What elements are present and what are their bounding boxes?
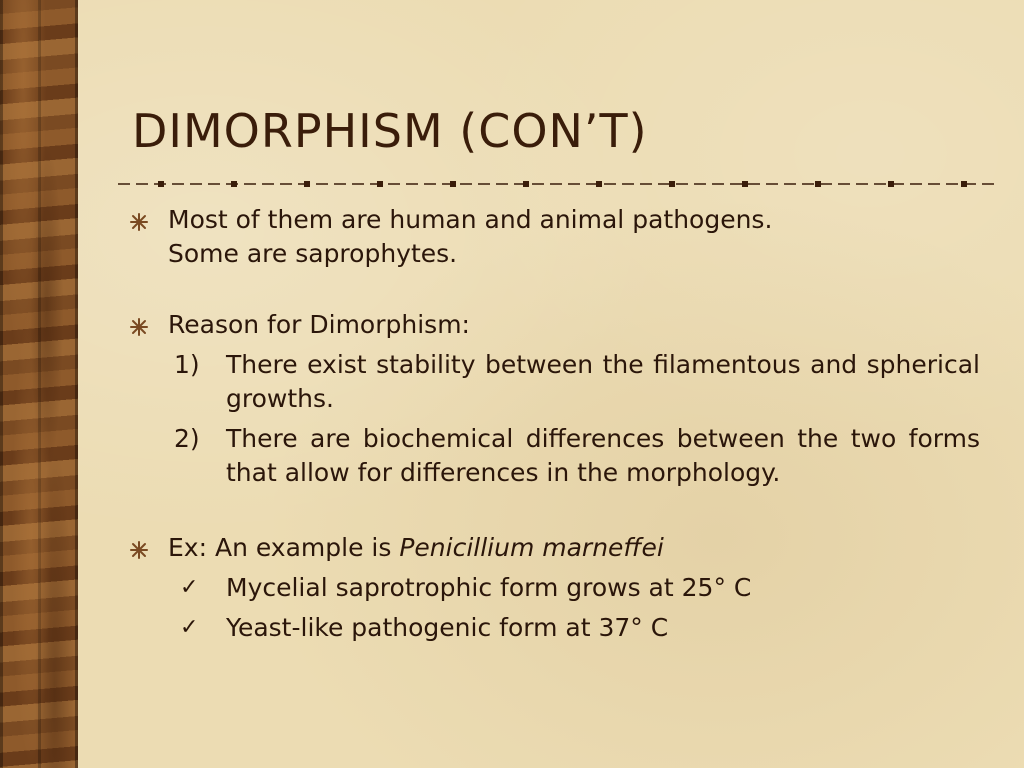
item-number: 1) <box>174 350 200 379</box>
bullet-prefix: Ex: An example is <box>168 533 400 562</box>
divider-dot <box>523 181 529 187</box>
bullet-reason <box>130 308 980 342</box>
bullet-text: Reason for Dimorphism: <box>168 310 470 339</box>
item-text: Yeast-like pathogenic form at 37° C <box>226 613 669 642</box>
divider-dot <box>961 181 967 187</box>
star-bullet-icon <box>130 213 148 231</box>
dotted-divider <box>118 178 994 190</box>
slide-body <box>130 203 980 645</box>
checkmark-icon: ✓ <box>180 615 199 640</box>
divider-dot <box>231 181 237 187</box>
star-bullet-icon <box>130 318 148 336</box>
reason-item-2 <box>130 422 980 490</box>
item-text: There exist stability between the filamentous and spherical growths. <box>226 350 980 413</box>
example-item-2 <box>130 611 980 645</box>
divider-dot <box>158 181 164 187</box>
species-name: Penicillium marneffei <box>399 533 664 562</box>
star-bullet-icon <box>130 541 148 559</box>
divider-dot <box>815 181 821 187</box>
divider-dot <box>450 181 456 187</box>
divider-dot <box>596 181 602 187</box>
divider-dot <box>304 181 310 187</box>
decorative-side-strip <box>0 0 78 768</box>
bullet-pathogens <box>130 203 980 271</box>
divider-dot <box>888 181 894 187</box>
bullet-text-line1: Most of them are human and animal pathogens. <box>168 205 773 234</box>
item-number: 2) <box>174 424 200 453</box>
divider-dot <box>742 181 748 187</box>
divider-dot <box>377 181 383 187</box>
bullet-text-line2: Some are saprophytes. <box>168 239 458 268</box>
bullet-example <box>130 531 980 565</box>
checkmark-icon: ✓ <box>180 575 199 600</box>
item-text: There are biochemical differences between the two forms that allow for differences in the morphology. <box>226 424 980 487</box>
reason-item-1 <box>130 348 980 416</box>
slide-title: DIMORPHISM (CON’T) <box>132 104 648 158</box>
example-item-1 <box>130 571 980 605</box>
item-text: Mycelial saprotrophic form grows at 25° C <box>226 573 752 602</box>
divider-dot <box>669 181 675 187</box>
